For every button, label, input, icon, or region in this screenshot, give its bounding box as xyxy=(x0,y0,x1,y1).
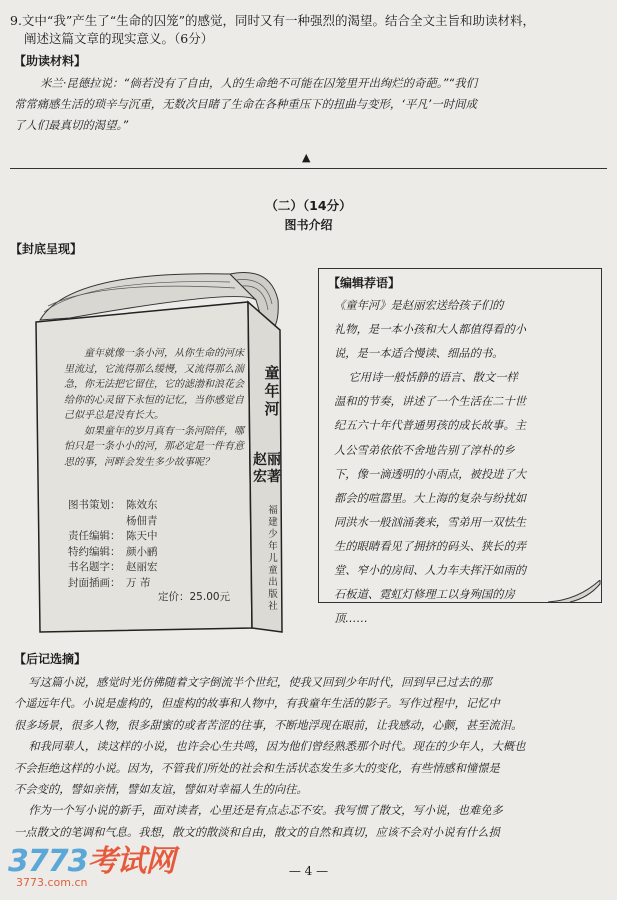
credit-row: 杨佃青 xyxy=(126,514,158,527)
spine-author: 赵丽宏著 xyxy=(253,452,281,485)
question-line-1: 9.文中“我”产生了“生命的囚笼”的感觉，同时又有一种强烈的渴望。结合全文主旨和助读材料， xyxy=(10,13,535,28)
divider xyxy=(10,168,607,169)
editor-line: 温和的节奏，讲述了一个生活在二十世 xyxy=(334,395,527,409)
editor-line: 人公雪弟依依不舍地告别了淳朴的乡 xyxy=(334,443,515,457)
credit-row: 封面插画： 万 芾 xyxy=(68,576,151,589)
watermark-logo: 3773考试网 xyxy=(8,844,175,879)
section-subtitle: 图书介绍 xyxy=(284,218,333,232)
editor-line: 堂、窄小的房间、人力车夫挥汗如雨的 xyxy=(334,564,527,578)
aid-material-tag: 【助读材料】 xyxy=(14,54,87,68)
credit-row: 特约编辑： 颜小鹂 xyxy=(68,545,158,558)
triangle-marker-icon: ▲ xyxy=(302,151,311,164)
postscript-line: 和我同辈人，读这样的小说，也许会心生共鸣，因为他们曾经熟悉那个时代。现在的少年人，大概也 xyxy=(14,740,526,754)
postscript-tag: 【后记选摘】 xyxy=(14,652,87,666)
book-illustration xyxy=(30,260,290,640)
editor-line: 它用诗一般恬静的语言、散文一样 xyxy=(334,371,518,385)
question-9 xyxy=(10,12,610,48)
book-price: 定价：25.00元 xyxy=(158,591,231,603)
blurb-para-1: 童年就像一条小河，从你生命的河床里流过，它流得那么缓慢，又流得那么湍急，你无法把它留住，它的滤渤和浪花会给你的心灵留下永恒的记忆，当你感觉自己似乎总是没有长大。 xyxy=(64,348,244,421)
editor-line: 顶…… xyxy=(334,612,368,626)
editor-text xyxy=(334,294,596,631)
aid-line-1: 米兰·昆德拉说：“倘若没有了自由，人的生命绝不可能在囚笼里开出绚烂的奇葩。”“我们 xyxy=(40,76,478,90)
postscript-line: 个遥远年代。小说是虚构的，但虚构的故事和人物中，有我童年生活的影子。写作过程中，记忆中 xyxy=(14,697,500,711)
cover-blurb xyxy=(64,346,252,470)
postscript-line: 很多场景，很多人物，很多甜蜜的或者苦涩的往事，不断地浮现在眼前，让我感动，心颤，甚至流泪。 xyxy=(14,718,523,732)
editor-line: 礼物，是一本小孩和大人都值得看的小 xyxy=(334,323,527,337)
spine-title: 童年河 xyxy=(264,364,280,418)
editor-line: 纪五六十年代普通男孩的成长故事。主 xyxy=(334,419,527,433)
aid-line-2: 常常痛感生活的琐辛与沉重，无数次目睹了生命在各种重压下的扭曲与变形，‘平凡’一时间成 xyxy=(14,97,477,111)
editor-line: 同洪水一般汹涌袭来，雪弟用一双怯生 xyxy=(334,515,527,529)
editor-line: 下，像一滴透明的小雨点，被投进了大 xyxy=(334,467,527,481)
credit-row: 书名题字： 赵丽宏 xyxy=(68,561,158,574)
blurb-para-2: 如果童年的岁月真有一条河陪伴，哪怕只是一条小小的河，那必定是一件有意思的事，河畔会发生多少故事呢？ xyxy=(64,425,244,468)
editor-line: 说，是一本适合慢读、细品的书。 xyxy=(334,347,504,361)
editor-line: 都会的喧嚣里。大上海的复杂与纷扰如 xyxy=(334,491,527,505)
postscript-line: 不会变的，譬如亲情，譬如友谊，譬如对幸福人生的向往。 xyxy=(14,783,308,797)
postscript-text xyxy=(14,672,606,843)
credit-row: 图书策划： 陈效东 xyxy=(68,499,158,511)
postscript-line: 作为一个写小说的新手，面对读者，心里还是有点忐忑不安。我写惯了散文，写小说，也难免多 xyxy=(14,804,503,818)
postscript-line: 一点散文的笔调和气息。我想，散文的散淡和自由，散文的自然和真切，应该不会对小说有什么损 xyxy=(14,825,500,839)
credits-list xyxy=(68,498,228,592)
question-line-2: 阐述这篇文章的现实意义。（6分） xyxy=(24,31,214,46)
section-title: （二）（14分） xyxy=(265,198,352,213)
editor-line: 生的眼睛看见了拥挤的码头、狭长的弄 xyxy=(334,539,527,553)
editor-line: 石板道、霓虹灯修理工以身殉国的房 xyxy=(334,588,515,602)
editor-line: 《童年河》是赵丽宏送给孩子们的 xyxy=(334,299,504,312)
aid-line-3: 了人们最真切的渴望。” xyxy=(14,118,129,132)
watermark-url: 3773.com.cn xyxy=(16,876,88,889)
cover-tag: 【封底呈现】 xyxy=(10,242,83,256)
aid-material-text xyxy=(14,73,604,136)
postscript-line: 不会拒绝这样的小说。因为，不管我们所处的社会和生活状态发生多大的变化，有些情感和憧憬是 xyxy=(14,761,500,775)
editor-tag: 【编辑荐语】 xyxy=(328,276,401,290)
postscript-line: 写这篇小说，感觉时光仿佛随着文字倒流半个世纪，使我又回到少年时代，回到早已过去的那 xyxy=(14,676,492,689)
spine-publisher: 福建少年儿童出版社 xyxy=(268,505,278,612)
page-number: — 4 — xyxy=(288,864,329,878)
credit-row: 责任编辑： 陈天中 xyxy=(68,530,158,543)
